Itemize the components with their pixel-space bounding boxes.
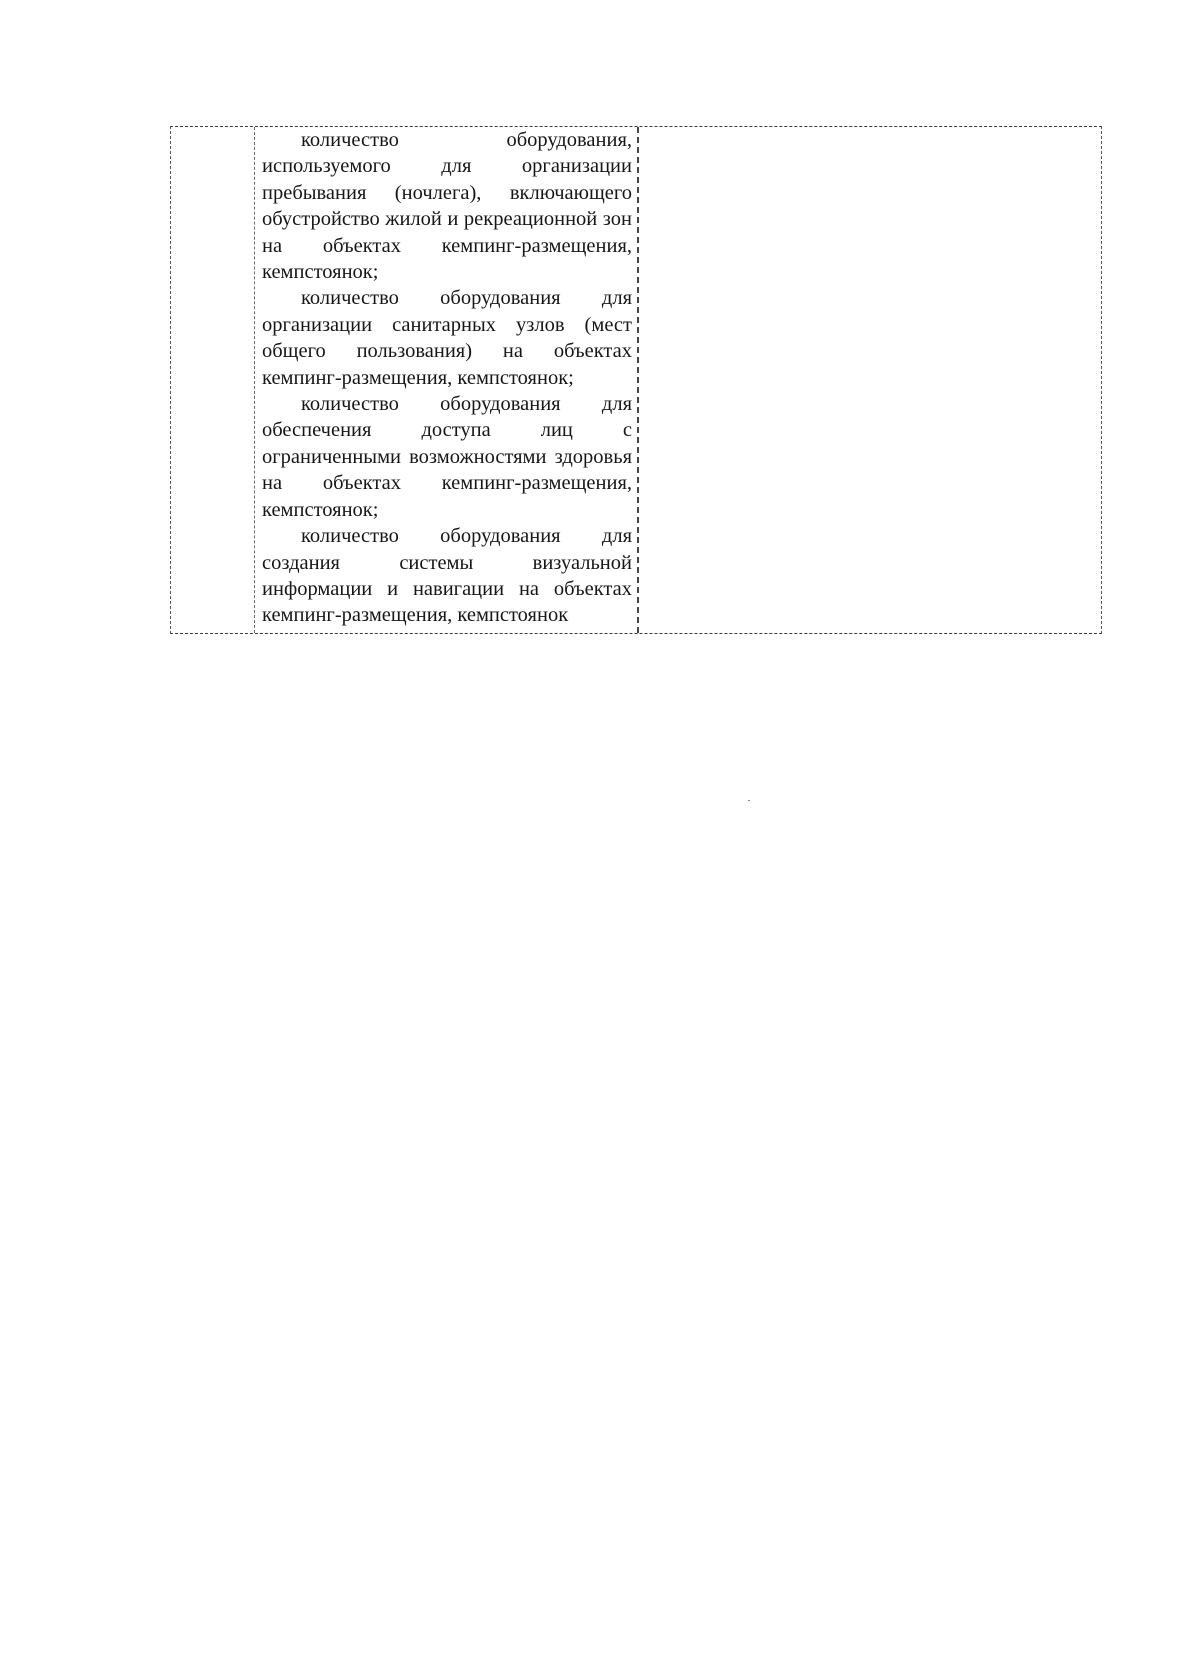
table-cell-values [639,127,1101,633]
indicator-paragraph-4: количество оборудования для создания системы визуальной информации и навигации на объектах кемпинг-размещения, кемпстоянок [262,525,632,627]
table-cell-indicators [255,127,639,633]
document-table [170,126,1102,634]
scan-speck [748,800,750,801]
table-cell-number [171,127,255,633]
indicator-paragraph-3: количество оборудования для обеспечения доступа лиц с ограниченными возможностями здоровья на объектах кемпинг-размещения, кемпстоянок; [262,393,632,521]
indicator-paragraph-2: количество оборудования для организации санитарных узлов (мест общего пользования) на объектах кемпинг-размещения, кемпстоянок; [262,287,632,389]
indicator-paragraph-1: количество оборудования, используемого для организации пребывания (ночлега), включающего обустройство жилой и рекреационной зон на объектах кемпинг-размещения, кемпстоянок; [262,129,632,284]
